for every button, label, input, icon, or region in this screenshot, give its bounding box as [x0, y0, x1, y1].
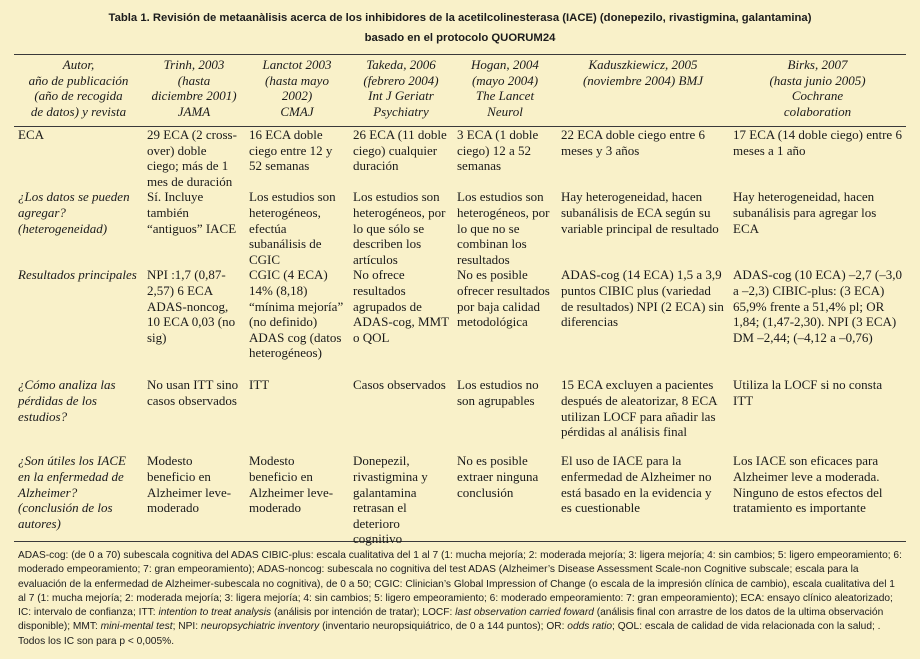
title-line-2: basado en el protocolo QUORUM24 — [364, 32, 556, 44]
table-cell: 26 ECA (11 doble ciego) cualquier duración — [353, 127, 447, 174]
table-cell: Sí. Incluye también “antiguos” IACE — [147, 189, 237, 236]
table-cell: Los estudios no son agrupables — [457, 377, 539, 408]
table-cell: 15 ECA excluyen a pacientes después de aleatorizar, 8 ECA utilizan LOCF para añadir las pérdidas al análisis final — [561, 377, 717, 440]
table-cell: 17 ECA (14 doble ciego) entre 6 meses a 1 año — [733, 127, 902, 158]
row-eca — [14, 126, 906, 189]
table-cell: No es posible ofrecer resultados por baja calidad metodológica — [457, 267, 550, 330]
header-lanctot: Lanctot 2003 (hasta mayo 2002) CMAJ — [262, 57, 332, 119]
table-cell: ADAS-cog (10 ECA) –2,7 (–3,0 a –2,3) CIBIC-plus: (3 ECA) 65,9% frente a 51,4% pl; OR 1,84; (1,47-2,30). NPI (3 ECA) DM –2,44; (–4,12 a –0,76) — [733, 267, 902, 345]
header-author: Autor, año de publicación (año de recogida de datos) y revista — [28, 57, 129, 119]
table-cell: Los estudios son heterogéneos, por lo que sólo se describen los artículos — [353, 189, 446, 267]
table-cell: Modesto beneficio en Alzheimer leve-moderado — [147, 453, 232, 516]
abbreviations-note: ADAS-cog: (de 0 a 70) subescala cognitiva del ADAS CIBIC-plus: escala cualitativa del 1 al 7 (1: mucha mejoría; 2: moderada mejoría; 3: ligera mejoría; 4: sin cambios; 5: ligero empeoramiento; 6: moderado empeoramiento; 7: gran empeoramiento); ADAS-noncog: subescala no cognitiva del test ADAS (Alzheimer’s Disease Assessment Scale-non Cognitive subscale; escala para la evaluación de la enfermedad de Alzheimer-subescala no cognitiva), de 0 a 50; CGIC: Clinician’s Global Impression of Change (o escala de la impresión clínica de cambio), escala cualitativa del 1 al 7 (1: mucha mejoría; 2: moderada mejoría; 3: ligera mejoría; 4: sin cambios; 5: ligero empeoramiento; 6: moderado empeoramiento: 7: gran empeoramiento); ECA: ensayo clínico aleatorizado; IC: intervalo de confianza; ITT: intention to treat analysis (análisis por intención de tratar); LOCF: last observation carried foward (análisis final con arrastre de los datos de la ultima observación disponible); MMT: mini-mental test; NPI: neuropsychiatric inventory (inventario neuropsiquiátrico, de 0 a 144 puntos); OR: odds ratio; QOL: escala de calidad de vida relacionada con la salud; . — [18, 550, 902, 633]
header-trinh: Trinh, 2003 (hasta diciembre 2001) JAMA — [151, 57, 237, 119]
row-label: ¿Cómo analiza las pérdidas de los estudios? — [18, 377, 116, 424]
table-cell: 16 ECA doble ciego entre 12 y 52 semanas — [249, 127, 333, 174]
row-label: Resultados principales — [18, 267, 137, 283]
table-title — [0, 8, 920, 48]
table-cell: NPI :1,7 (0,87-2,57) 6 ECA ADAS-noncog, 10 ECA 0,03 (no sig) — [147, 267, 236, 345]
table-cell: ITT — [249, 377, 270, 393]
row-results — [14, 267, 906, 377]
table-cell: Hay heterogeneidad, hacen subanálisis de ECA según su variable principal de resultado — [561, 189, 719, 236]
table-cell: Los IACE son eficaces para Alzheimer leve a moderada. Ninguno de estos efectos del tratamiento es importante — [733, 453, 883, 516]
table-footnotes — [18, 549, 902, 649]
table-cell: 29 ECA (2 cross-over) doble ciego; más de 1 mes de duración — [147, 127, 237, 189]
row-label: ¿Son útiles los IACE en la enfermedad de Alzheimer? (conclusión de los autores) — [18, 453, 126, 531]
title-line-1: Tabla 1. Revisión de metaanàlisis acerca de los inhibidores de la acetilcolinesterasa (IACE) (donepezilo, rivastigmina, galantamina) — [108, 12, 812, 24]
table-cell: Casos observados — [353, 377, 446, 393]
header-birks: Birks, 2007 (hasta junio 2005) Cochrane colaboration — [769, 57, 866, 119]
row-heterogeneity — [14, 189, 906, 267]
table-cell: Los estudios son heterogéneos, efectúa subanálisis de CGIC — [249, 189, 336, 267]
table-cell: No ofrece resultados agrupados de ADAS-cog, MMT o QOL — [353, 267, 449, 345]
table-cell: Donepezil, rivastigmina y galantamina retrasan el deterioro cognitivo — [353, 453, 428, 547]
row-losses — [14, 377, 906, 453]
table-cell: ADAS-cog (14 ECA) 1,5 a 3,9 puntos CIBIC plus (variedad de resultados) NPI (2 ECA) sin diferencias — [561, 267, 724, 330]
table-cell: No usan ITT sino casos observados — [147, 377, 239, 408]
table-cell: 3 ECA (1 doble ciego) 12 a 52 semanas — [457, 127, 539, 174]
confidence-note: Todos los IC son para p < 0,005%. — [18, 635, 175, 647]
table-cell: El uso de IACE para la enfermedad de Alzheimer no está basado en la evidencia y es cuestionable — [561, 453, 712, 516]
row-label: ¿Los datos se pueden agregar? (heterogeneidad) — [18, 189, 130, 236]
table-cell: Utiliza la LOCF si no consta ITT — [733, 377, 883, 408]
table-cell: Hay heterogeneidad, hacen subanálisis para agregar los ECA — [733, 189, 877, 236]
table-cell: Los estudios son heterogéneos, por lo que no se combinan los resultados — [457, 189, 550, 267]
top-rule — [14, 54, 906, 55]
row-label: ECA — [18, 127, 44, 142]
header-takeda: Takeda, 2006 (febrero 2004) Int J Geriatr Psychiatry — [363, 57, 439, 119]
row-conclusion — [14, 453, 906, 547]
table-cell: CGIC (4 ECA) 14% (8,18) “mínima mejoría” (no definido) ADAS cog (datos heterogéneos) — [249, 267, 344, 361]
table-cell: 22 ECA doble ciego entre 6 meses y 3 años — [561, 127, 706, 158]
header-row — [14, 57, 906, 126]
review-table — [14, 57, 906, 547]
header-kaduszkiewicz: Kaduszkiewicz, 2005 (noviembre 2004) BMJ — [582, 57, 704, 88]
header-hogan: Hogan, 2004 (mayo 2004) The Lancet Neurol — [471, 57, 539, 119]
table-cell: No es posible extraer ninguna conclusión — [457, 453, 539, 500]
table-cell: Modesto beneficio en Alzheimer leve-moderado — [249, 453, 334, 516]
